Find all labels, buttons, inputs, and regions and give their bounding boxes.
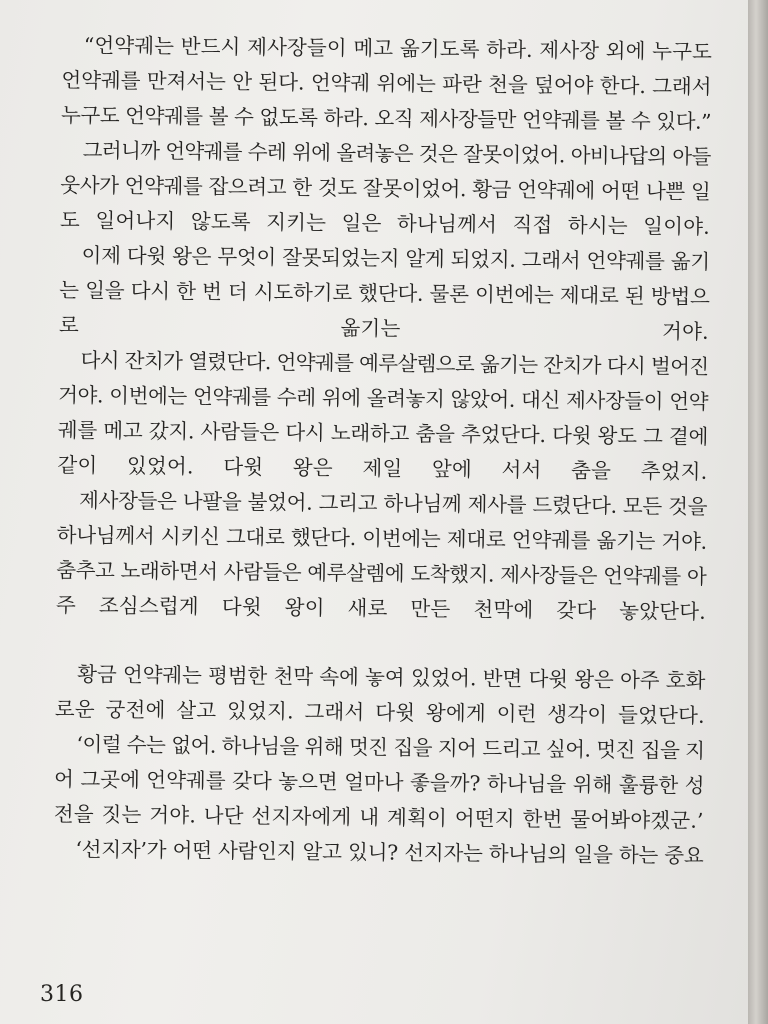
- paragraph-quote: [61, 28, 712, 140]
- text-line: 같이 있었어. 다윗 왕은 제일 앞에 서서 춤을 추었지.: [57, 452, 708, 484]
- text-line: 제사장들은 나팔을 불었어. 그리고 하나님께 제사를 드렸단다. 모든 것을: [78, 488, 708, 519]
- paragraph-thought: [54, 727, 705, 839]
- text-line: 어 그곳에 언약궤를 갖다 놓으면 얼마나 좋을까? 하나님을 위해 훌륭한 성: [54, 766, 705, 798]
- text-line: 주 조심스럽게 다윗 왕이 새로 만든 천막에 갖다 놓았단다.: [55, 592, 707, 624]
- text-line: 로 옮기는 거야.: [58, 312, 709, 344]
- page-edge: [748, 0, 768, 1024]
- paragraph: [55, 657, 706, 734]
- text-line: 로운 궁전에 살고 있었지. 그래서 다윗 왕에게 이런 생각이 들었단다.: [54, 696, 705, 728]
- body-text: [53, 28, 712, 874]
- text-line: 궤를 메고 갔지. 사람들은 다시 노래하고 춤을 추었단다. 다윗 왕도 그 곁에: [57, 417, 709, 449]
- paragraph: [59, 238, 710, 350]
- text-line: 도 일어나지 않도록 지키는 일은 하나님께서 직접 하시는 일이야.: [59, 207, 711, 239]
- text-line: ‘이럴 수는 없어. 하나님을 위해 멋진 집을 지어 드리고 싶어. 멋진 집을 지: [76, 732, 705, 763]
- text-line: 전을 짓는 거야. 나단 선지자에게 내 계획이 어떤지 한번 물어봐야겠군.’: [53, 801, 704, 833]
- text-line: 그러니까 언약궤를 수레 위에 올려놓은 것은 잘못이었어. 아비나답의 아들: [82, 138, 711, 169]
- text-line: 언약궤를 만져서는 안 된다. 언약궤 위에는 파란 천을 덮어야 한다. 그래서: [61, 67, 712, 99]
- paragraph: [57, 343, 708, 490]
- text-line: 거야. 이번에는 언약궤를 수레 위에 올려놓지 않았어. 대신 제사장들이 언약: [58, 382, 709, 414]
- text-line: “언약궤는 반드시 제사장들이 메고 옮기도록 하라. 제사장 외에 누구도: [83, 33, 713, 64]
- text-line: 누구도 언약궤를 볼 수 없도록 하라. 오직 제사장들만 언약궤를 볼 수 있다.”: [60, 102, 712, 134]
- text-line: 춤추고 노래하면서 사람들은 예루살렘에 도착했지. 제사장들은 언약궤를 아: [56, 557, 707, 589]
- paragraph: [60, 133, 711, 245]
- text-line: 다시 잔치가 열렸단다. 언약궤를 예루살렘으로 옮기는 잔치가 다시 벌어진: [80, 348, 709, 379]
- text-line: 하나님께서 시키신 그대로 했단다. 이번에는 제대로 언약궤를 옮기는 거야.: [56, 522, 708, 554]
- text-line: ‘선지자’가 어떤 사람인지 알고 있니? 선지자는 하나님의 일을 하는 중요: [75, 837, 704, 868]
- text-line: 는 일을 다시 한 번 더 시도하기로 했단다. 물론 이번에는 제대로 된 방법으: [59, 277, 710, 309]
- text-line: 황금 언약궤는 평범한 천막 속에 놓여 있었어. 반면 다윗 왕은 아주 호화: [77, 662, 706, 693]
- paragraph: [53, 832, 703, 874]
- page-number: 316: [40, 982, 84, 1007]
- text-line: 웃사가 언약궤를 잡으려고 한 것도 잘못이었어. 황금 언약궤에 어떤 나쁜 일: [60, 172, 711, 204]
- paragraph: [56, 483, 707, 630]
- text-line: 이제 다윗 왕은 무엇이 잘못되었는지 알게 되었지. 그래서 언약궤를 옮기: [81, 243, 710, 274]
